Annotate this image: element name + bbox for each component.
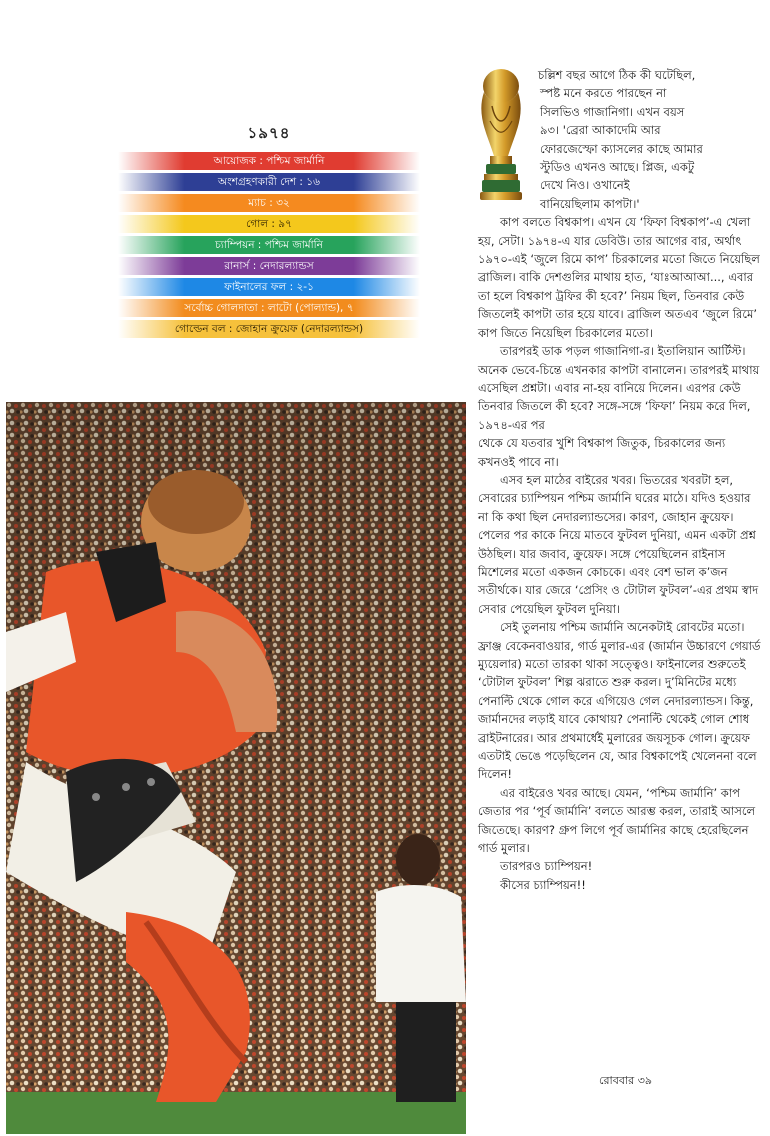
article-paragraph: এসব হল মাঠের বাইরের খবর। ভিতরের খবরটা হল, সেবারের চ্যাম্পিয়ন পশ্চিম জার্মানি ঘরের মাঠে। যদিও হওয়ার না কি কথা ছিল নেদারল্যান্ডসের। কারণ, জোহান ক্রুয়েফ। পেলের পর কাকে নিয়ে মাতবে ফুটবল দুনিয়া, এমন একটা প্রশ্ন উঠছিল। যার জবাব, ক্রুয়েফ। সঙ্গে পেয়েছিলেন রাইনাস মিশেলের মতো একজন কোচকে। এবং বেশ ভাল ক’জন সতীর্থকে। যার জেরে ‘প্রেসিং ও টোটাল ফুটবল’-এর প্রথম স্বাদ সেবার পেয়েছিল ফুটবল দুনিয়া। [478, 472, 759, 616]
facts-row: ফাইনালের ফল : ২-১ [118, 278, 420, 296]
facts-row: গোল : ৯৭ [118, 215, 420, 233]
article-paragraph: তারপরও চ্যাম্পিয়ন! [500, 859, 593, 874]
intro-line: দেখে নিও। ওখানেই [540, 178, 630, 193]
intro-line: চল্লিশ বছর আগে ঠিক কী ঘটেছিল, [538, 68, 696, 82]
facts-row: অংশগ্রহণকারী দেশ : ১৬ [118, 173, 420, 191]
intro-line: ৯৩। 'ব্রেরা আকাদেমি আর [540, 123, 661, 138]
article-intro [478, 66, 764, 213]
football-action-photo [6, 402, 466, 1134]
facts-row: ম্যাচ : ৩২ [118, 194, 420, 212]
article-body [478, 66, 764, 894]
intro-line: সিলভিও গাজানিগা। এখন বয়স [540, 104, 685, 119]
article-paragraph: তারপরই ডাক পড়ল গাজানিগা-র। ইতালিয়ান আর্টিস্ট। অনেক ভেবে-চিন্তে এখনকার কাপটা বানালেন। তারপরই মাথায় এসেছিল প্রশ্নটা। এবার না-হয় বানিয়ে দিলেন। এরপর কেউ তিনবার জিতলে কী হবে? সঙ্গে-সঙ্গে ‘ফিফা’ নিয়ম করে দিল, ১৯৭৪-এর পর [478, 344, 760, 432]
article-paragraph: এর বাইরেও খবর আছে। যেমন, ‘পশ্চিম জার্মানি’ কাপ জেতার পর ‘পূর্ব জার্মানি’ বলতে আরম্ভ করল, তারাই আসলে জিতেছে। কারণ? গ্রুপ লিগে পূর্ব জার্মানির কাছে হেরেছিলেন গার্ড মুলার। [478, 785, 756, 856]
facts-row: চ্যাম্পিয়ন : পশ্চিম জার্মানি [118, 236, 420, 254]
facts-row: রানার্স : নেদারল্যান্ডস [118, 257, 420, 275]
intro-line: স্টুডিও এখনও আছে। প্লিজ, একটু [540, 160, 695, 175]
intro-line: স্পষ্ট মনে করতে পারছেন না [540, 86, 667, 101]
facts-row: আয়োজক : পশ্চিম জার্মানি [118, 152, 420, 170]
facts-panel [118, 122, 420, 341]
article-paragraph: থেকে যে যতবার খুশি বিশ্বকাপ জিতুক, চিরকালের জন্য কখনওই পাবে না। [478, 436, 726, 469]
page-footer: রোববার ৩৯ [599, 1074, 652, 1087]
article-paragraphs [478, 213, 764, 894]
facts-year: ১৯৭৪ [247, 124, 291, 142]
facts-row: সর্বোচ্চ গোলদাতা : লাটো (পোল্যান্ড), ৭ [118, 299, 420, 317]
intro-line: বানিয়েছিলাম কাপটা।' [540, 196, 640, 211]
article-paragraph: সেই তুলনায় পশ্চিম জার্মানি অনেকটাই রোবটের মতো। ফ্রাঞ্জ বেকেনবাওয়ার, গার্ড মুলার-এর (জার্মান উচ্চারণে গেয়ার্ড ম্যুয়েলার) মতো তারকা থাকা সত্ত্বেও। ফাইনালের শুরুতেই ‘টোটাল ফুটবল’ শিল্প ঝরাতে শুরু করল। দু’মিনিটের মধ্যে পেনাল্টি থেকে গোল করে এগিয়েও গেল নেদারল্যান্ডস। কিন্তু, জার্মানদের লড়াই যাবে কোথায়? পেনাল্টি থেকেই গোল শোধ ব্রাইটনারের। আর প্রথমার্ধেই মুলারের জয়সূচক গোল। ক্রুয়েফ এতটাই ভেঙে পড়েছিলেন যে, আর বিশ্বকাপেই খেলেননা বলে দিলেন! [478, 620, 761, 782]
article-paragraph: কীসের চ্যাম্পিয়ন!! [500, 877, 586, 892]
intro-line: ফোরজেস্ফো ক্যাসলের কাছে আমার [540, 141, 703, 156]
article-paragraph: কাপ বলতে বিশ্বকাপ। এখন যে ‘ফিফা বিশ্বকাপ’-এ খেলা হয়, সেটা। ১৯৭৪-এ যার ডেবিউ। তার আগের বার, অর্থাৎ ১৯৭০-এই ‘জুলে রিমে কাপ’ চিরকালের মতো জিতে নিয়েছিল ব্রাজিল। বাকি দেশগুলির মাথায় হাত, ‘যাঃআআআ..., এবার তা হলে বিশ্বকাপ ট্রফির কী হবে?’ নিয়ম ছিল, তিনবার কেউ জিতলেই কাপটা তার হয়ে যাবে। ব্রাজিল অতএব ‘জুলে রিমে’ কাপ জিতে নিয়েছিল চিরকালের মতো। [478, 215, 760, 340]
facts-row: গোল্ডেন বল : জোহান ক্রুয়েফ (নেদারল্যান্ডস) [118, 320, 420, 338]
facts-rows [118, 152, 420, 338]
